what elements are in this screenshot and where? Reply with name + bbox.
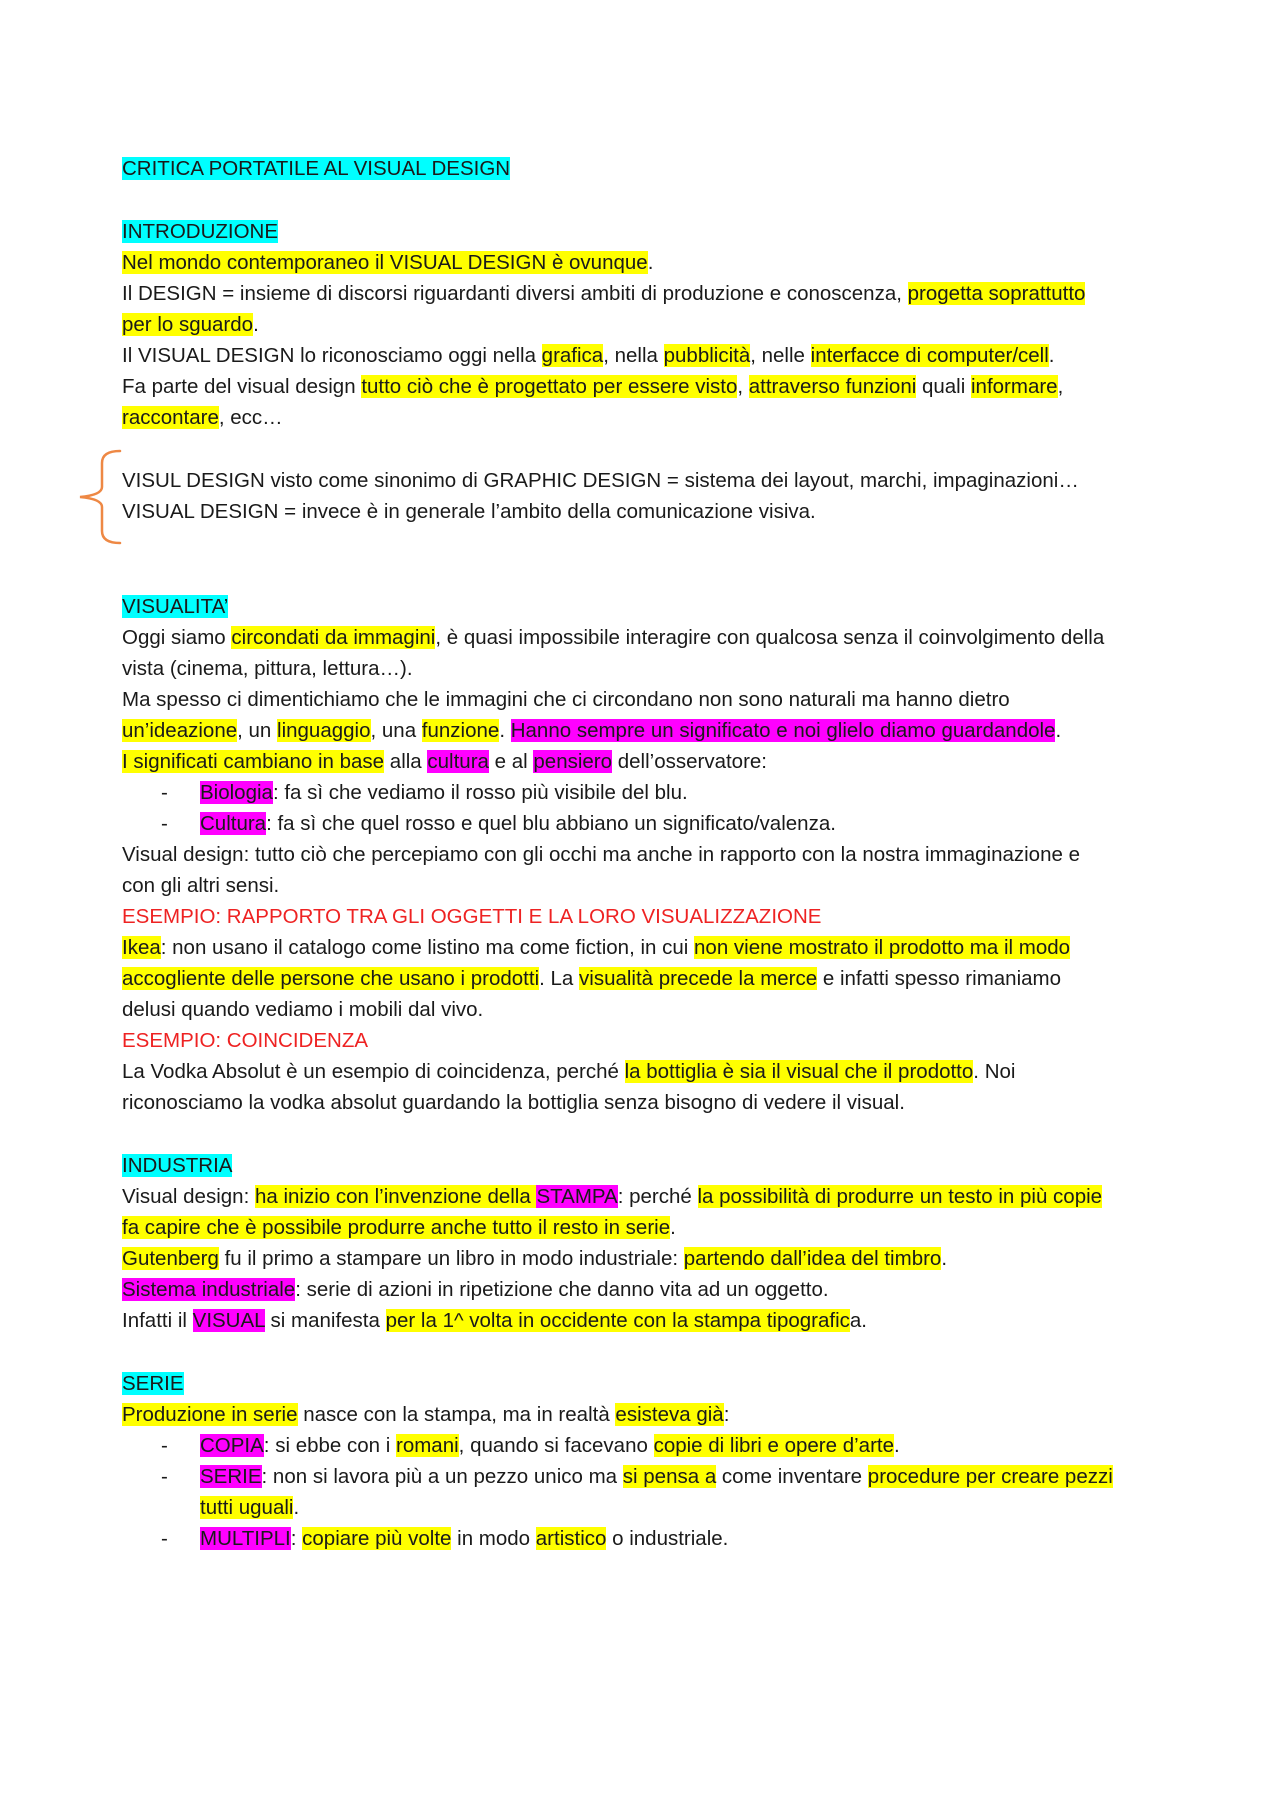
- bullet-dash: -: [161, 812, 168, 835]
- serie-bullet-serie-cont: tutti uguali.: [200, 1496, 300, 1519]
- industria-line-4: Sistema industriale: serie di azioni in ripetizione che danno vita ad un oggetto.: [122, 1278, 829, 1301]
- visualita-line-10: delusi quando vediamo i mobili dal vivo.: [122, 998, 484, 1021]
- bullet-dash: -: [161, 781, 168, 804]
- visualita-line-2: vista (cinema, pittura, lettura…).: [122, 657, 413, 680]
- bullet-dash: -: [161, 1527, 168, 1550]
- visualita-line-5: I significati cambiano in base alla cultura e al pensiero dell’osservatore:: [122, 750, 767, 773]
- visualita-bullet-cultura: Cultura: fa sì che quel rosso e quel blu abbiano un significato/valenza.: [200, 812, 836, 835]
- visualita-line-11: La Vodka Absolut è un esempio di coincidenza, perché la bottiglia è sia il visual che il prodotto. Noi: [122, 1060, 1016, 1083]
- intro-line-4: Il VISUAL DESIGN lo riconosciamo oggi nella grafica, nella pubblicità, nelle interfacce di computer/cell.: [122, 344, 1055, 367]
- section-heading-industria: INDUSTRIA: [122, 1154, 233, 1177]
- visualita-line-7: con gli altri sensi.: [122, 874, 280, 897]
- section-heading-serie: SERIE: [122, 1372, 184, 1395]
- industria-line-5: Infatti il VISUAL si manifesta per la 1^ volta in occidente con la stampa tipografica.: [122, 1309, 867, 1332]
- intro-line-6: raccontare, ecc…: [122, 406, 283, 429]
- visualita-line-3: Ma spesso ci dimentichiamo che le immagini che ci circondano non sono naturali ma hanno dietro: [122, 688, 1010, 711]
- industria-line-2: fa capire che è possibile produrre anche tutto il resto in serie.: [122, 1216, 676, 1239]
- visualita-line-9: accogliente delle persone che usano i prodotti. La visualità precede la merce e infatti spesso rimaniamo: [122, 967, 1061, 990]
- example-heading-coincidenza: ESEMPIO: COINCIDENZA: [122, 1029, 369, 1052]
- brace-line-1: VISUL DESIGN visto come sinonimo di GRAPHIC DESIGN = sistema dei layout, marchi, impaginazioni…: [122, 469, 1079, 492]
- section-heading-visualita: VISUALITA’: [122, 595, 229, 618]
- section-heading-introduzione: INTRODUZIONE: [122, 220, 279, 243]
- serie-bullet-copia: COPIA: si ebbe con i romani, quando si facevano copie di libri e opere d’arte.: [200, 1434, 900, 1457]
- intro-line-3: per lo sguardo.: [122, 313, 259, 336]
- visualita-bullet-biologia: Biologia: fa sì che vediamo il rosso più visibile del blu.: [200, 781, 688, 804]
- bullet-dash: -: [161, 1434, 168, 1457]
- brace-line-2: VISUAL DESIGN = invece è in generale l’ambito della comunicazione visiva.: [122, 500, 816, 523]
- example-heading-rapporto: ESEMPIO: RAPPORTO TRA GLI OGGETTI E LA LORO VISUALIZZAZIONE: [122, 905, 822, 928]
- serie-line-1: Produzione in serie nasce con la stampa, ma in realtà esisteva già:: [122, 1403, 730, 1426]
- intro-line-2: Il DESIGN = insieme di discorsi riguardanti diversi ambiti di produzione e conoscenza, progetta soprattutto: [122, 282, 1086, 305]
- visualita-line-8: Ikea: non usano il catalogo come listino ma come fiction, in cui non viene mostrato il prodotto ma il modo: [122, 936, 1071, 959]
- intro-line-1: Nel mondo contemporaneo il VISUAL DESIGN è ovunque.: [122, 251, 654, 274]
- orange-brace-icon: [74, 447, 124, 547]
- serie-bullet-multipli: MULTIPLI: copiare più volte in modo artistico o industriale.: [200, 1527, 729, 1550]
- intro-line-5: Fa parte del visual design tutto ciò che è progettato per essere visto, attraverso funzioni quali informare,: [122, 375, 1064, 398]
- industria-line-1: Visual design: ha inizio con l’invenzione della STAMPA: perché la possibilità di produrre un testo in più copie: [122, 1185, 1103, 1208]
- industria-line-3: Gutenberg fu il primo a stampare un libro in modo industriale: partendo dall’idea del timbro.: [122, 1247, 948, 1270]
- visualita-line-1: Oggi siamo circondati da immagini, è quasi impossibile interagire con qualcosa senza il coinvolgimento della: [122, 626, 1105, 649]
- bullet-dash: -: [161, 1465, 168, 1488]
- visualita-line-4: un’ideazione, un linguaggio, una funzione. Hanno sempre un significato e noi glielo diamo guardandole.: [122, 719, 1062, 742]
- document-title: CRITICA PORTATILE AL VISUAL DESIGN: [122, 157, 511, 180]
- visualita-line-6: Visual design: tutto ciò che percepiamo con gli occhi ma anche in rapporto con la nostra immaginazione e: [122, 843, 1080, 866]
- serie-bullet-serie: SERIE: non si lavora più a un pezzo unico ma si pensa a come inventare procedure per creare pezzi: [200, 1465, 1113, 1488]
- visualita-line-12: riconosciamo la vodka absolut guardando la bottiglia senza bisogno di vedere il visual.: [122, 1091, 905, 1114]
